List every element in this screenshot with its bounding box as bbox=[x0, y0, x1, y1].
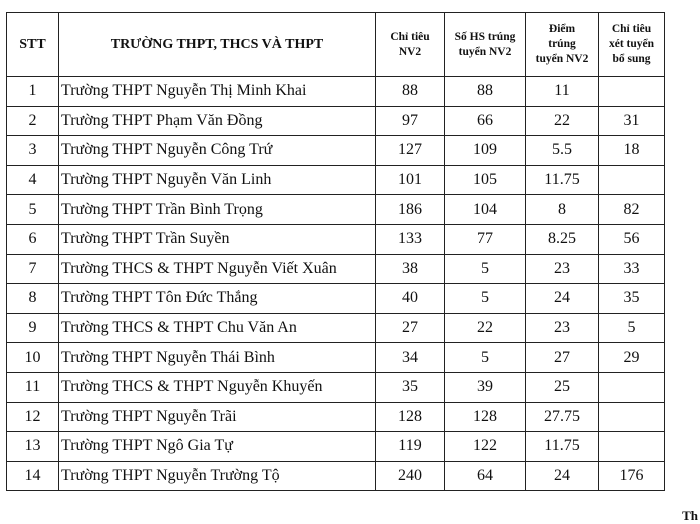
cell-so-hs: 105 bbox=[445, 165, 526, 195]
header-line: tuyển NV2 bbox=[535, 53, 589, 65]
header-line: Điểm bbox=[548, 23, 576, 35]
cell-so-hs: 122 bbox=[445, 432, 526, 462]
cell-stt: 3 bbox=[7, 136, 59, 166]
cell-diem: 8.25 bbox=[526, 224, 599, 254]
cell-chi-tieu: 101 bbox=[376, 165, 445, 195]
cell-school-name: Trường THPT Trần Bình Trọng bbox=[59, 195, 376, 225]
table-row bbox=[7, 284, 665, 314]
cell-school-name: Trường THPT Nguyễn Trãi bbox=[59, 402, 376, 432]
cell-stt: 9 bbox=[7, 313, 59, 343]
cell-so-hs: 22 bbox=[445, 313, 526, 343]
cell-chi-tieu: 35 bbox=[376, 372, 445, 402]
cell-bo-sung bbox=[599, 372, 665, 402]
table-row bbox=[7, 313, 665, 343]
cell-school-name: Trường THCS & THPT Nguyễn Khuyến bbox=[59, 372, 376, 402]
cell-diem: 24 bbox=[526, 461, 599, 491]
header-line: trúng bbox=[548, 38, 576, 50]
admissions-table bbox=[6, 12, 665, 491]
cell-stt: 4 bbox=[7, 165, 59, 195]
cell-bo-sung: 18 bbox=[599, 136, 665, 166]
cell-bo-sung: 29 bbox=[599, 343, 665, 373]
cell-so-hs: 39 bbox=[445, 372, 526, 402]
table-row bbox=[7, 343, 665, 373]
cell-school-name: Trường THPT Ngô Gia Tự bbox=[59, 432, 376, 462]
cell-so-hs: 128 bbox=[445, 402, 526, 432]
table-header-row bbox=[7, 13, 665, 77]
cell-bo-sung: 82 bbox=[599, 195, 665, 225]
cell-chi-tieu: 133 bbox=[376, 224, 445, 254]
cell-diem: 11 bbox=[526, 77, 599, 107]
cell-so-hs: 5 bbox=[445, 284, 526, 314]
cell-chi-tieu: 88 bbox=[376, 77, 445, 107]
cell-bo-sung: 31 bbox=[599, 106, 665, 136]
cell-chi-tieu: 119 bbox=[376, 432, 445, 462]
cell-school-name: Trường THPT Phạm Văn Đồng bbox=[59, 106, 376, 136]
cell-diem: 25 bbox=[526, 372, 599, 402]
cell-chi-tieu: 97 bbox=[376, 106, 445, 136]
cell-so-hs: 5 bbox=[445, 254, 526, 284]
cell-diem: 11.75 bbox=[526, 165, 599, 195]
cell-diem: 5.5 bbox=[526, 136, 599, 166]
header-line: bổ sung bbox=[612, 53, 651, 65]
cell-diem: 24 bbox=[526, 284, 599, 314]
cell-chi-tieu: 240 bbox=[376, 461, 445, 491]
cell-chi-tieu: 127 bbox=[376, 136, 445, 166]
cell-stt: 13 bbox=[7, 432, 59, 462]
cell-stt: 1 bbox=[7, 77, 59, 107]
table-row bbox=[7, 106, 665, 136]
table-row bbox=[7, 432, 665, 462]
cell-chi-tieu: 34 bbox=[376, 343, 445, 373]
cell-so-hs: 88 bbox=[445, 77, 526, 107]
header-so-hs-trung-tuyen bbox=[445, 13, 526, 77]
cell-stt: 11 bbox=[7, 372, 59, 402]
table-row bbox=[7, 77, 665, 107]
cell-diem: 23 bbox=[526, 313, 599, 343]
cell-school-name: Trường THPT Nguyễn Công Trứ bbox=[59, 136, 376, 166]
header-stt: STT bbox=[7, 13, 59, 77]
cell-so-hs: 77 bbox=[445, 224, 526, 254]
cell-stt: 8 bbox=[7, 284, 59, 314]
header-chi-tieu-bo-sung bbox=[599, 13, 665, 77]
header-line: xét tuyển bbox=[608, 38, 655, 50]
cell-stt: 2 bbox=[7, 106, 59, 136]
header-line: Chỉ tiêu bbox=[611, 23, 652, 35]
table-row bbox=[7, 224, 665, 254]
cell-diem: 8 bbox=[526, 195, 599, 225]
cell-so-hs: 104 bbox=[445, 195, 526, 225]
cell-school-name: Trường THCS & THPT Chu Văn An bbox=[59, 313, 376, 343]
cell-so-hs: 64 bbox=[445, 461, 526, 491]
cell-chi-tieu: 128 bbox=[376, 402, 445, 432]
cell-school-name: Trường THPT Nguyễn Trường Tộ bbox=[59, 461, 376, 491]
cell-bo-sung: 5 bbox=[599, 313, 665, 343]
header-line: Số HS trúng bbox=[454, 30, 516, 43]
cell-stt: 10 bbox=[7, 343, 59, 373]
cell-chi-tieu: 38 bbox=[376, 254, 445, 284]
cell-stt: 14 bbox=[7, 461, 59, 491]
cell-school-name: Trường THPT Tôn Đức Thắng bbox=[59, 284, 376, 314]
cell-school-name: Trường THCS & THPT Nguyễn Viết Xuân bbox=[59, 254, 376, 284]
table-row bbox=[7, 165, 665, 195]
cell-school-name: Trường THPT Nguyễn Thái Bình bbox=[59, 343, 376, 373]
cell-school-name: Trường THPT Nguyễn Thị Minh Khai bbox=[59, 77, 376, 107]
table-row bbox=[7, 195, 665, 225]
table-row bbox=[7, 136, 665, 166]
cell-chi-tieu: 40 bbox=[376, 284, 445, 314]
cell-bo-sung: 56 bbox=[599, 224, 665, 254]
cell-so-hs: 66 bbox=[445, 106, 526, 136]
cell-stt: 6 bbox=[7, 224, 59, 254]
cell-school-name: Trường THPT Trần Suyền bbox=[59, 224, 376, 254]
cell-diem: 23 bbox=[526, 254, 599, 284]
cell-stt: 7 bbox=[7, 254, 59, 284]
cell-diem: 27 bbox=[526, 343, 599, 373]
cell-bo-sung bbox=[599, 432, 665, 462]
table-row bbox=[7, 461, 665, 491]
header-school-name: TRƯỜNG THPT, THCS VÀ THPT bbox=[59, 13, 376, 77]
cell-diem: 22 bbox=[526, 106, 599, 136]
cell-diem: 11.75 bbox=[526, 432, 599, 462]
table-row bbox=[7, 254, 665, 284]
header-line: Chỉ tiêu bbox=[390, 30, 430, 43]
cell-so-hs: 109 bbox=[445, 136, 526, 166]
header-line: NV2 bbox=[398, 45, 422, 58]
cell-chi-tieu: 186 bbox=[376, 195, 445, 225]
cell-stt: 5 bbox=[7, 195, 59, 225]
cell-school-name: Trường THPT Nguyễn Văn Linh bbox=[59, 165, 376, 195]
cell-bo-sung: 176 bbox=[599, 461, 665, 491]
cell-chi-tieu: 27 bbox=[376, 313, 445, 343]
table-row bbox=[7, 402, 665, 432]
cell-so-hs: 5 bbox=[445, 343, 526, 373]
cell-stt: 12 bbox=[7, 402, 59, 432]
cell-bo-sung bbox=[599, 402, 665, 432]
cell-diem: 27.75 bbox=[526, 402, 599, 432]
corner-text: Th bbox=[682, 508, 698, 523]
cell-bo-sung bbox=[599, 165, 665, 195]
cell-bo-sung bbox=[599, 77, 665, 107]
cell-bo-sung: 33 bbox=[599, 254, 665, 284]
cell-bo-sung: 35 bbox=[599, 284, 665, 314]
table-row bbox=[7, 372, 665, 402]
header-line: tuyển NV2 bbox=[458, 45, 512, 58]
table-body bbox=[7, 77, 665, 491]
header-diem-trung-tuyen bbox=[526, 13, 599, 77]
header-chi-tieu-nv2 bbox=[376, 13, 445, 77]
admissions-table-container bbox=[6, 12, 665, 491]
